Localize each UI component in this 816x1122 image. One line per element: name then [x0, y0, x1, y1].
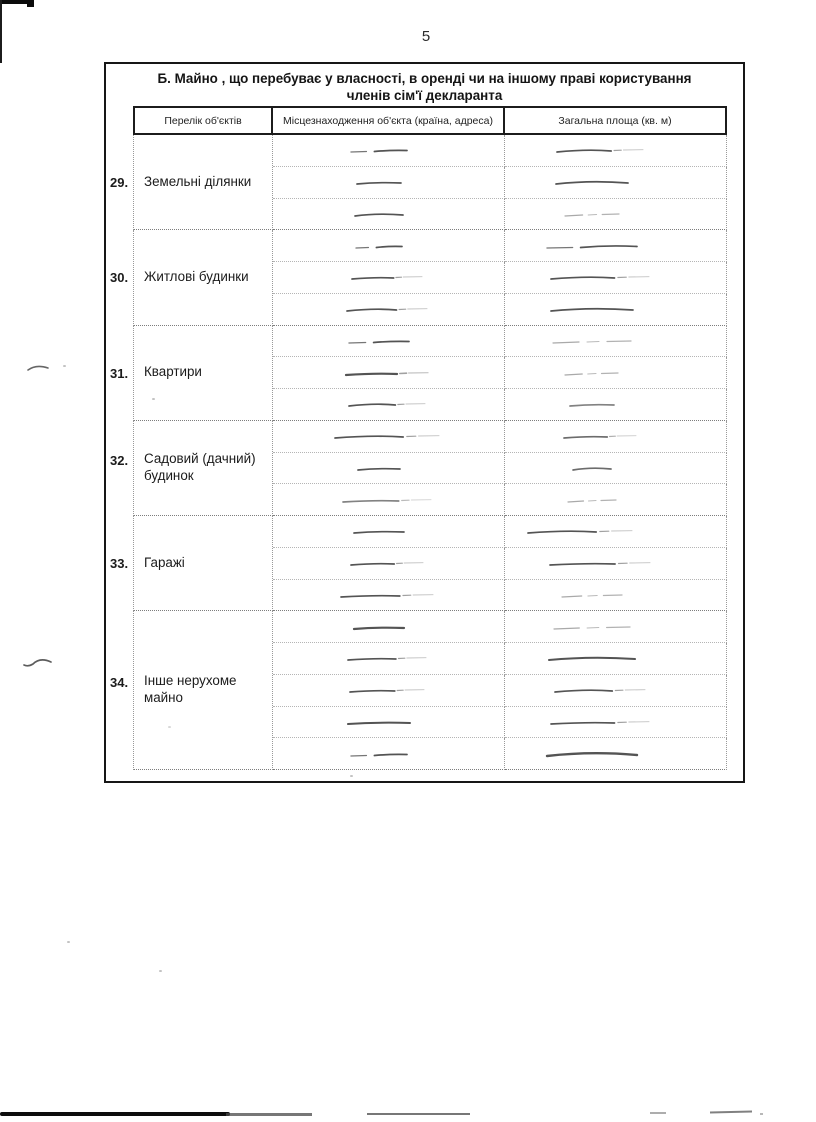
illegible-area-entry [554, 176, 650, 188]
property-table [106, 106, 727, 770]
section-b-box [104, 62, 745, 783]
illegible-area-entry [526, 525, 638, 537]
illegible-location-entry [349, 557, 429, 569]
illegible-area-entry [555, 144, 649, 156]
location-cell [273, 611, 505, 643]
illegible-location-entry [345, 303, 433, 315]
location-cell [273, 484, 505, 516]
location-cell [273, 326, 505, 358]
location-cell [273, 389, 505, 421]
illegible-location-entry [344, 367, 434, 379]
scan-artifact-left-bar [0, 0, 2, 63]
area-cell [505, 230, 727, 262]
scan-artifact-bottom-bar [226, 1113, 312, 1116]
location-cell [273, 199, 505, 231]
illegible-area-entry [566, 494, 638, 506]
area-cell [505, 643, 727, 675]
illegible-area-entry [563, 367, 640, 379]
section-title-text: Майно , що перебуває у власності, в оренді чи на іншому праві користування [170, 71, 692, 86]
illegible-location-entry [354, 240, 424, 252]
object-number-text: 34. [110, 675, 129, 691]
location-cell [273, 357, 505, 389]
area-cell [505, 611, 727, 643]
object-label: Житлові будинки [133, 230, 273, 325]
location-cell [273, 516, 505, 548]
illegible-location-entry [350, 271, 428, 283]
illegible-area-entry [545, 240, 659, 252]
illegible-area-entry [549, 303, 655, 315]
area-cell [505, 326, 727, 358]
illegible-area-entry [568, 398, 636, 410]
location-cell [273, 294, 505, 326]
scan-artifact-bottom-bar [0, 1112, 230, 1116]
margin-pen-mark [26, 362, 52, 374]
illegible-location-entry [349, 748, 429, 760]
object-number-text: 33. [110, 556, 129, 572]
scan-speck [63, 365, 66, 367]
illegible-location-entry [349, 144, 429, 156]
area-cell [505, 580, 727, 612]
area-cell [505, 135, 727, 167]
location-cell [273, 230, 505, 262]
location-cell [273, 675, 505, 707]
area-cell [505, 167, 727, 199]
area-cell [505, 357, 727, 389]
object-number [106, 230, 133, 325]
illegible-location-entry [347, 335, 431, 347]
column-header-objects: Перелік об'єктів [133, 106, 273, 135]
illegible-location-entry [347, 398, 431, 410]
object-number [106, 611, 133, 770]
area-cell [505, 738, 727, 770]
section-letter: Б. [157, 71, 171, 86]
location-cell [273, 707, 505, 739]
location-cell [273, 453, 505, 485]
scan-artifact-bottom-dash [710, 1110, 752, 1113]
illegible-location-entry [341, 494, 437, 506]
area-cell [505, 294, 727, 326]
scan-artifact-bottom-dash [650, 1112, 666, 1114]
object-number-text: 30. [110, 270, 129, 286]
illegible-location-entry [355, 176, 423, 188]
object-number-text: 31. [110, 365, 129, 381]
illegible-location-entry [348, 684, 430, 696]
illegible-area-entry [545, 748, 659, 760]
scan-speck [159, 970, 162, 972]
location-cell [273, 580, 505, 612]
illegible-area-entry [560, 589, 644, 601]
area-cell [505, 421, 727, 453]
illegible-area-entry [549, 271, 655, 283]
location-cell [273, 643, 505, 675]
illegible-location-entry [346, 716, 432, 728]
area-cell [505, 453, 727, 485]
margin-pen-mark [21, 654, 55, 668]
object-label: Інше нерухоме майно [133, 611, 273, 770]
location-cell [273, 262, 505, 294]
object-number [106, 135, 133, 230]
illegible-location-entry [352, 621, 426, 633]
object-number [106, 421, 133, 516]
location-cell [273, 548, 505, 580]
location-cell [273, 421, 505, 453]
area-cell [505, 707, 727, 739]
location-cell [273, 135, 505, 167]
illegible-area-entry [571, 462, 633, 474]
object-label: Садовий (дачний) будинок [133, 421, 273, 516]
column-header-area: Загальна площа (кв. м) [503, 106, 727, 135]
illegible-area-entry [562, 430, 642, 442]
page-number: 5 [421, 28, 431, 45]
area-cell [505, 484, 727, 516]
object-label: Квартири [133, 326, 273, 421]
illegible-location-entry [352, 525, 426, 537]
illegible-location-entry [356, 462, 422, 474]
illegible-area-entry [548, 557, 656, 569]
illegible-area-entry [552, 621, 652, 633]
area-cell [505, 548, 727, 580]
object-number [106, 326, 133, 421]
section-title [106, 70, 743, 104]
area-cell [505, 675, 727, 707]
illegible-location-entry [353, 208, 425, 220]
object-number-text: 32. [110, 452, 129, 468]
illegible-location-entry [346, 652, 432, 664]
location-cell [273, 167, 505, 199]
scan-artifact-top-blob [27, 0, 34, 7]
object-number [106, 516, 133, 611]
scan-artifact-bottom-dot [760, 1113, 763, 1115]
illegible-area-entry [553, 684, 651, 696]
object-label: Земельні ділянки [133, 135, 273, 230]
scan-speck [67, 941, 70, 943]
area-cell [505, 262, 727, 294]
area-cell [505, 516, 727, 548]
area-cell [505, 389, 727, 421]
section-title-line2: членів сім'ї декларанта [346, 88, 503, 104]
section-title-line1 [106, 70, 743, 87]
object-number-text: 29. [110, 175, 129, 191]
column-header-location: Місцезнаходження об'єкта (країна, адреса) [271, 106, 505, 135]
illegible-location-entry [333, 430, 445, 442]
illegible-area-entry [563, 208, 641, 220]
illegible-location-entry [339, 589, 439, 601]
area-cell [505, 199, 727, 231]
illegible-area-entry [547, 652, 657, 664]
illegible-area-entry [551, 335, 653, 347]
location-cell [273, 738, 505, 770]
illegible-area-entry [549, 716, 655, 728]
object-label: Гаражі [133, 516, 273, 611]
scan-artifact-bottom-line [367, 1113, 470, 1115]
